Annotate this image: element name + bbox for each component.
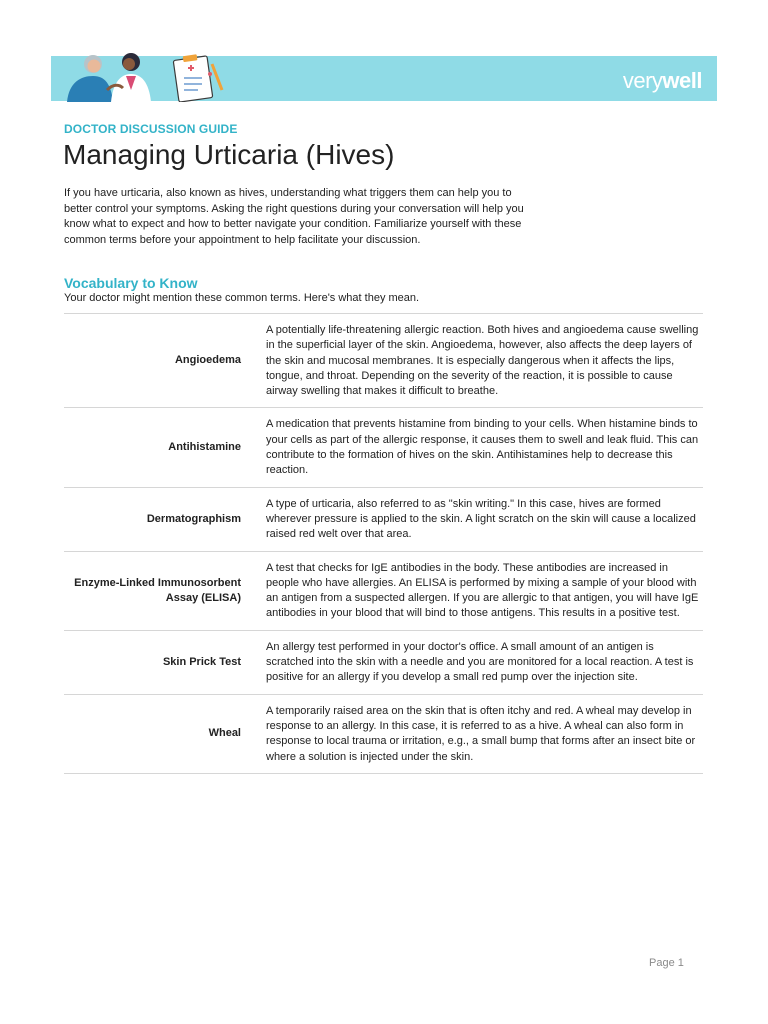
vocabulary-row [64, 408, 703, 487]
vocabulary-term: Dermatographism [146, 512, 241, 525]
vocabulary-term: Enzyme-Linked Immunosorbent Assay (ELISA) [74, 576, 241, 605]
section-subheading: Your doctor might mention these common terms. Here's what they mean. [64, 292, 420, 304]
document-eyebrow: DOCTOR DISCUSSION GUIDE [64, 122, 238, 136]
vocabulary-table [64, 313, 703, 774]
vocabulary-row [64, 552, 703, 631]
vocabulary-term: Wheal [208, 727, 241, 740]
vocabulary-row [64, 695, 703, 774]
vocabulary-term: Skin Prick Test [162, 655, 241, 668]
vocabulary-definition: A potentially life-threatening allergic reaction. Both hives and angioedema cause swelling in the superficial layer of the skin. Angioedema, however, also affects the deep layers of the skin and mucosal membranes. It is especially dangerous when it affects the lips, tongue, and throat. Depending on the severity of the reaction, it is possible to cause airway swelling that makes it difficult to breathe. [266, 324, 699, 398]
vocabulary-row [64, 314, 703, 408]
doctor-patient-illustration [63, 50, 153, 102]
vocabulary-definition: An allergy test performed in your doctor's office. A small amount of an antigen is scratched into the skin with a needle and you are monitored for a local reaction. A test is positive for an allergy if you develop a small red pump over the injection site. [266, 640, 694, 684]
intro-paragraph: If you have urticaria, also known as hives, understanding what triggers them can help you to better control your symptoms. Asking the right questions during your conversation will help you know what to expect and how to better navigate your condition. Familiarize yourself with these common terms before your appointment to help facilitate your discussion. [64, 187, 524, 246]
page-number: Page 1 [649, 957, 684, 969]
section-heading: Vocabulary to Know [64, 275, 198, 291]
vocabulary-definition: A type of urticaria, also referred to as "skin writing." In this case, hives are formed wherever pressure is applied to the skin. A light scratch on the skin will cause a localized raised red welt over that area. [266, 497, 696, 541]
verywell-logo: verywell [622, 68, 702, 93]
vocabulary-row [64, 631, 703, 695]
vocabulary-term: Angioedema [174, 354, 241, 367]
vocabulary-term: Antihistamine [168, 441, 241, 454]
vocabulary-row [64, 488, 703, 552]
vocabulary-definition: A temporarily raised area on the skin that is often itchy and red. A wheal may develop in response to an allergy. In this case, it is referred to as a hive. A wheal can also form in response to local trauma or irritation, e.g., a small bump that forms after an insect bite or where a solution is injected under the skin. [266, 704, 696, 763]
page-title: Managing Urticaria (Hives) [63, 139, 395, 170]
medical-chart-illustration [168, 54, 228, 102]
vocabulary-definition: A test that checks for IgE antibodies in the body. These antibodies are increased in people who have allergies. An ELISA is performed by mixing a sample of your blood with an antigen from a suspected allergen. If you are allergic to that antigen, you will have IgE antibodies in your blood that will bind to those antigens. This results in a positive test. [266, 561, 699, 620]
vocabulary-definition: A medication that prevents histamine from binding to your cells. When histamine binds to your cells as part of the allergic response, it causes them to swell and leak fluid. This can contribute to the formation of hives on the skin. Antihistamines help to decrease this reaction. [266, 418, 699, 477]
